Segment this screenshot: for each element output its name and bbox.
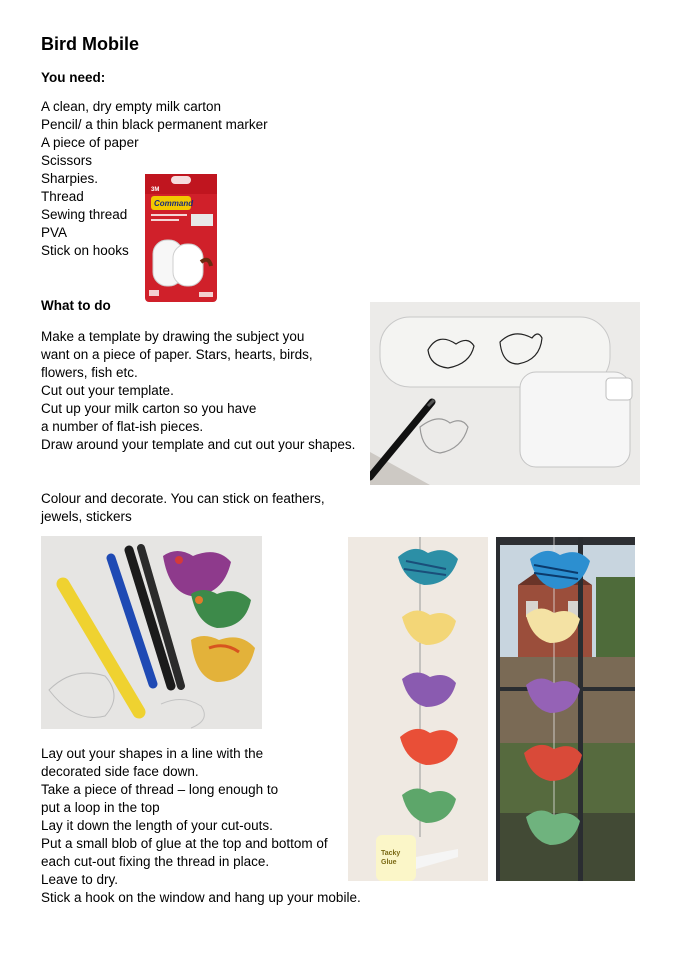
instruction-line: Put a small blob of glue at the top and bottom of	[41, 836, 328, 851]
glue-label-bottom: Glue	[381, 859, 397, 866]
glue-label-top: Tacky	[381, 850, 401, 857]
instruction-line: Stick a hook on the window and hang up your mobile.	[41, 890, 361, 905]
list-item: A piece of paper	[41, 135, 139, 150]
brand-3m-logo: 3M	[151, 187, 160, 193]
list-item: Stick on hooks	[41, 243, 129, 258]
instruction-line: Draw around your template and cut out your shapes.	[41, 437, 356, 452]
instruction-line: each cut-out fixing the thread in place.	[41, 854, 270, 869]
mobile-assembly-photo	[348, 537, 488, 881]
instruction-line: Take a piece of thread – long enough to	[41, 782, 279, 797]
list-item: Thread	[41, 189, 84, 204]
list-item: PVA	[41, 225, 68, 240]
decorated-birds-sharpies-photo	[41, 536, 262, 729]
instruction-line: put a loop in the top	[41, 800, 160, 815]
list-item: A clean, dry empty milk carton	[41, 99, 222, 114]
instruction-line: decorated side face down.	[41, 764, 199, 779]
list-item: Pencil/ a thin black permanent marker	[41, 117, 268, 132]
brand-command-logo: Command	[154, 199, 194, 208]
list-item: Scissors	[41, 153, 93, 168]
instruction-line: Cut out your template.	[41, 383, 174, 398]
what-to-do-heading: What to do	[41, 298, 111, 313]
page-title: Bird Mobile	[41, 34, 139, 54]
instruction-line: Make a template by drawing the subject you	[41, 329, 305, 344]
instruction-line: Lay out your shapes in a line with the	[41, 746, 264, 761]
milk-carton-template-photo	[370, 302, 640, 485]
instruction-line: a number of flat-ish pieces.	[41, 419, 204, 434]
you-need-heading: You need:	[41, 70, 106, 85]
list-item: Sewing thread	[41, 207, 128, 222]
list-item: Sharpies.	[41, 171, 99, 186]
instruction-line: want on a piece of paper. Stars, hearts, birds,	[41, 347, 313, 362]
hanging-mobile-window-photo	[496, 537, 635, 881]
instruction-line: jewels, stickers	[41, 509, 132, 524]
instruction-line: Lay it down the length of your cut-outs.	[41, 818, 273, 833]
instruction-line: Cut up your milk carton so you have	[41, 401, 257, 416]
command-hooks-package-image	[143, 174, 219, 302]
instruction-line: flowers, fish etc.	[41, 365, 138, 380]
instruction-line: Colour and decorate. You can stick on feathers,	[41, 491, 325, 506]
instruction-line: Leave to dry.	[41, 872, 119, 887]
